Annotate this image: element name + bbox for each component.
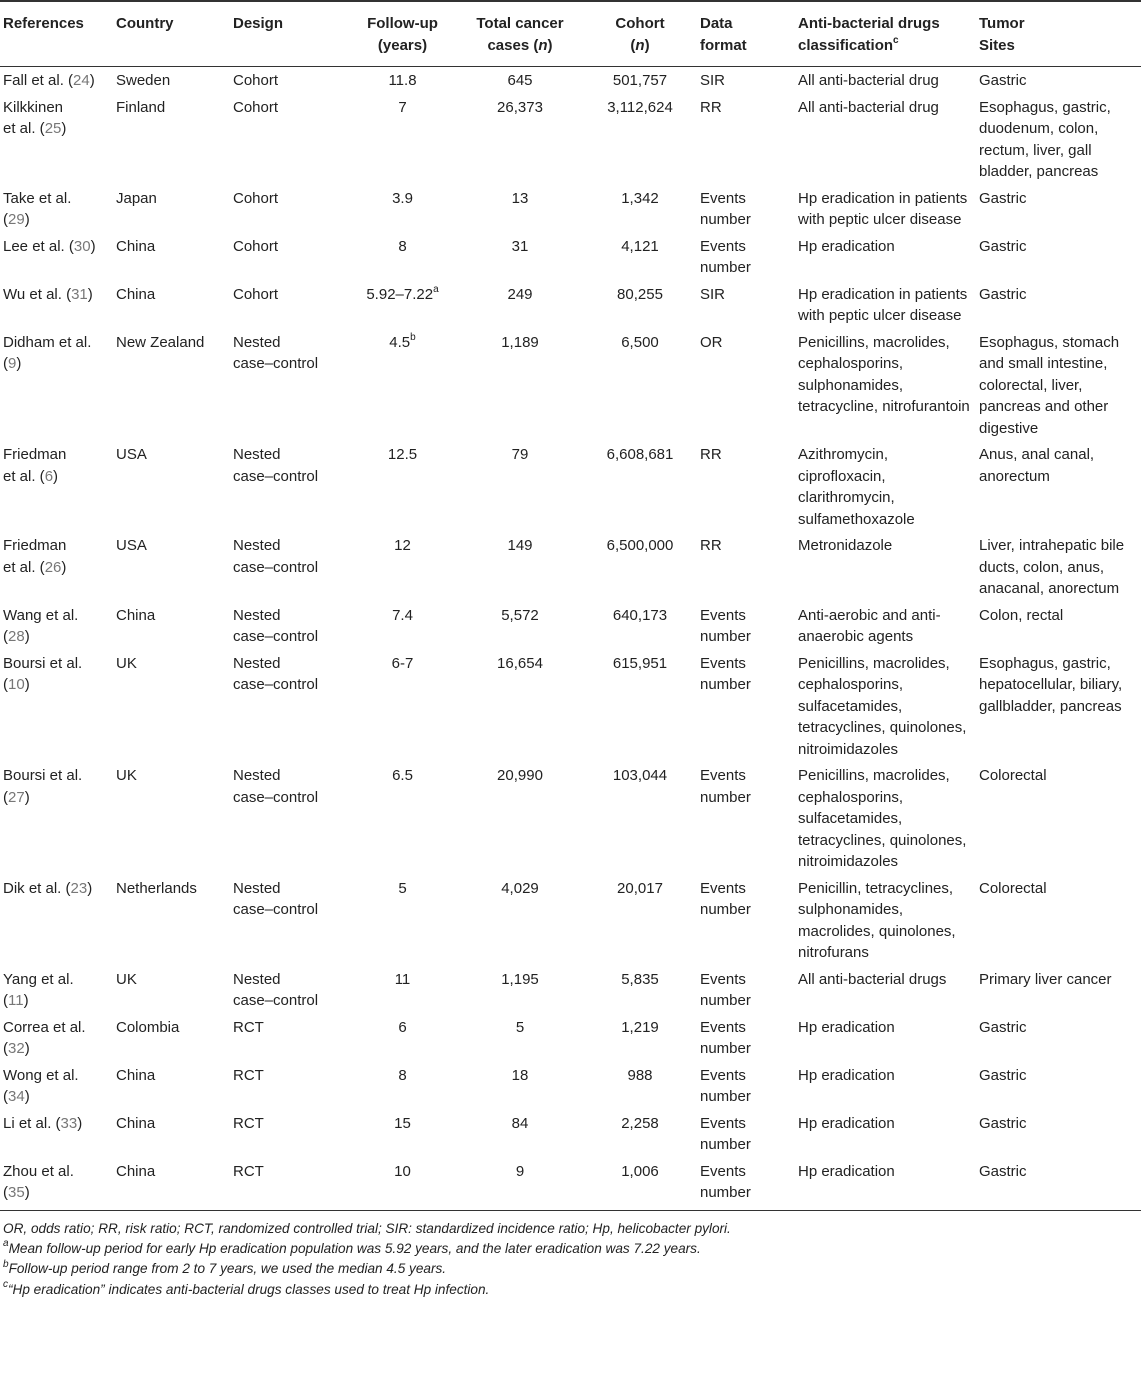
citation-link[interactable]: 27 (8, 788, 25, 806)
cell-cohort: 5,835 (621, 970, 659, 988)
cell-classification: Hp eradication (798, 1018, 895, 1036)
cell-cohort: 3,112,624 (607, 98, 673, 116)
cell-country: UK (116, 654, 137, 672)
cell-country: USA (116, 537, 147, 554)
cell-data-format: SIR (700, 285, 726, 303)
cell-tumor-sites: Esophagus, gastric, duodenum, colon, rectum, liver, gall bladder, pancreas (979, 98, 1111, 180)
cell-follow-up: 5.92–7.22$^a$ (366, 283, 439, 303)
cell-cohort: 20,017 (617, 879, 663, 897)
cell-follow-up: 11.8 (388, 72, 417, 89)
cell-classification: Hp eradication (798, 1114, 895, 1132)
header-cohort: Cohort (n) (615, 15, 665, 54)
cell-cohort: 2,258 (621, 1114, 659, 1132)
cell-reference: Wu et al. (31) (3, 285, 93, 303)
cell-classification: Anti-aerobic and anti-anaerobic agents (798, 606, 941, 645)
cell-reference: Lee et al. (30) (3, 237, 96, 255)
cell-cohort: 640,173 (612, 606, 668, 624)
cell-data-format: Events number (700, 879, 751, 918)
cell-classification: Penicillins, macrolides, cephalosporins, sulphonamides, tetracycline, nitrofurantoin (798, 333, 970, 415)
table-row (0, 602, 1141, 650)
cell-reference: Li et al. (33) (3, 1114, 83, 1132)
cell-reference: Wang et al. (28) (3, 606, 79, 645)
cell-tumor-sites: Gastric (979, 72, 1027, 89)
cell-classification: Hp eradication in patients with peptic ulcer disease (798, 285, 968, 324)
table-row (0, 966, 1141, 1014)
table-row (0, 1062, 1141, 1110)
cell-country: Colombia (116, 1018, 180, 1036)
cell-total-cases: 4,029 (501, 879, 539, 897)
citation-link[interactable]: 29 (8, 211, 25, 228)
citation-link[interactable]: 35 (8, 1184, 25, 1201)
cell-total-cases: 31 (511, 237, 529, 255)
cell-total-cases: 13 (511, 189, 529, 207)
cell-design: Nested case–control (233, 970, 319, 1009)
cell-follow-up: 8 (398, 1066, 407, 1084)
cell-data-format: Events number (700, 606, 751, 645)
cell-tumor-sites: Liver, intrahepatic bile ducts, colon, anus, anacanal, anorectum (979, 537, 1125, 597)
cell-tumor-sites: Gastric (979, 1162, 1027, 1180)
footnote-a: $^a$Mean follow-up period for early Hp eradication population was 5.92 years, and the later eradication was 7.22 years. (3, 1238, 701, 1256)
cell-country: Finland (116, 98, 166, 116)
cell-tumor-sites: Gastric (979, 1114, 1027, 1132)
cell-classification: Metronidazole (798, 537, 893, 554)
cell-follow-up: 12.5 (387, 446, 418, 463)
table-row (0, 650, 1141, 763)
table-row (0, 67, 1141, 94)
header-country: Country (116, 15, 174, 32)
cell-country: Sweden (116, 72, 171, 89)
cell-total-cases: 9 (515, 1162, 525, 1180)
cell-design: RCT (233, 1114, 264, 1132)
cell-data-format: SIR (700, 72, 726, 89)
cell-design: Nested case–control (233, 537, 319, 576)
table-row (0, 233, 1141, 281)
table-row (0, 94, 1141, 185)
citation-link[interactable]: 28 (8, 628, 25, 645)
cell-total-cases: 84 (511, 1114, 529, 1132)
cell-classification: Hp eradication (798, 1162, 895, 1180)
cell-country: New Zealand (116, 333, 205, 351)
cell-total-cases: 645 (507, 72, 533, 89)
citation-link[interactable]: 11 (8, 992, 24, 1009)
citation-link[interactable]: 24 (73, 72, 90, 89)
header-total-cases: Total cancer cases (n) (476, 15, 564, 54)
cell-reference: Wong et al. (34) (3, 1066, 79, 1105)
cell-data-format: RR (700, 446, 722, 463)
cell-total-cases: 79 (511, 446, 529, 463)
cell-follow-up: 6.5 (392, 767, 413, 784)
citation-link[interactable]: 32 (8, 1040, 25, 1057)
cell-total-cases: 16,654 (497, 654, 543, 672)
cell-follow-up: 7.4 (392, 606, 413, 624)
cell-total-cases: 20,990 (497, 767, 543, 784)
cell-follow-up: 11 (394, 970, 411, 988)
cell-cohort: 988 (627, 1066, 653, 1084)
cell-total-cases: 1,189 (501, 333, 539, 351)
cell-reference: Friedman et al. (26) (3, 537, 67, 576)
cell-data-format: Events number (700, 767, 751, 806)
table-row (0, 762, 1141, 875)
footnote-c: $^c$“Hp eradication” indicates anti-bacterial drugs classes used to treat Hp infection. (3, 1279, 490, 1297)
table-body (0, 67, 1141, 1211)
cell-classification: Penicillins, macrolides, cephalosporins, sulfacetamides, tetracyclines, quinolones, nitroimidazoles (798, 654, 967, 758)
header-design: Design (233, 15, 284, 32)
cell-data-format: OR (700, 333, 723, 351)
cell-tumor-sites: Gastric (979, 237, 1027, 255)
cell-reference: Kilkkinen et al. (25) (3, 98, 67, 137)
cell-tumor-sites: Anus, anal canal, anorectum (979, 446, 1095, 485)
footnotes (0, 1219, 1143, 1301)
citation-link[interactable]: 9 (8, 355, 17, 372)
citation-link[interactable]: 25 (44, 120, 62, 137)
citation-link[interactable]: 31 (71, 285, 88, 303)
cell-total-cases: 18 (511, 1066, 529, 1084)
cell-country: China (116, 1162, 156, 1180)
cell-total-cases: 1,195 (501, 970, 539, 988)
cell-design: Nested case–control (233, 606, 319, 645)
cell-design: Nested case–control (233, 879, 319, 918)
cell-data-format: Events number (700, 1018, 751, 1057)
table-row (0, 185, 1141, 233)
cell-total-cases: 5,572 (501, 606, 539, 624)
cell-reference: Yang et al. (11) (3, 970, 74, 1009)
cell-tumor-sites: Esophagus, stomach and small intestine, colorectal, liver, pancreas and other digestive (979, 333, 1120, 437)
cell-country: China (116, 285, 156, 303)
cell-tumor-sites: Colon, rectal (979, 606, 1064, 624)
citation-link[interactable]: 6 (44, 467, 54, 485)
citation-link[interactable]: 30 (73, 237, 91, 255)
cell-cohort: 1,219 (621, 1018, 659, 1036)
header-references: References (3, 15, 84, 32)
cell-data-format: Events number (700, 237, 751, 276)
cell-design: Cohort (233, 237, 279, 255)
cell-tumor-sites: Gastric (979, 1066, 1027, 1084)
cell-reference: Boursi et al. (10) (3, 654, 83, 693)
footnote-b: $^b$Follow-up period range from 2 to 7 years, we used the median 4.5 years. (3, 1258, 447, 1277)
cell-follow-up: 3.9 (392, 189, 413, 207)
cell-design: Cohort (233, 98, 279, 116)
footnote-abbreviations: OR, odds ratio; RR, risk ratio; RCT, randomized controlled trial; SIR: standardized incidence ratio; Hp, helicobacter pylori. (3, 1220, 731, 1236)
cell-design: Nested case–control (233, 333, 319, 372)
cell-classification: All anti-bacterial drug (798, 72, 939, 89)
cell-follow-up: 6 (398, 1018, 407, 1036)
cell-country: UK (116, 970, 137, 988)
cell-design: Nested case–control (233, 767, 319, 806)
cell-reference: Correa et al. (32) (3, 1018, 86, 1057)
cell-classification: Hp eradication (798, 237, 895, 255)
cell-reference: Fall et al. (24) (3, 72, 95, 89)
header-follow-up: Follow-up (years) (367, 15, 438, 54)
cell-design: RCT (233, 1162, 264, 1180)
header-tumor-sites: Tumor Sites (979, 15, 1025, 54)
cell-tumor-sites: Esophagus, gastric, hepatocellular, biliary, gallbladder, pancreas (979, 654, 1123, 715)
table-row (0, 1014, 1141, 1062)
citation-link[interactable]: 23 (70, 879, 88, 897)
cell-cohort: 103,044 (612, 767, 668, 784)
cell-total-cases: 149 (507, 537, 533, 554)
cell-design: Cohort (233, 72, 279, 89)
header-row (0, 1, 1141, 67)
table-row (0, 281, 1141, 329)
table-row (0, 329, 1141, 442)
table-row (0, 1158, 1141, 1211)
table-row (0, 532, 1141, 602)
header-data-format: Data format (700, 15, 747, 54)
table-row (0, 441, 1141, 532)
cell-data-format: Events number (700, 1114, 751, 1153)
cell-country: China (116, 606, 156, 624)
cell-tumor-sites: Gastric (979, 1018, 1027, 1036)
cell-cohort: 80,255 (617, 285, 663, 303)
table-row (0, 875, 1141, 966)
cell-classification: Azithromycin, ciprofloxacin, clarithromycin, sulfamethoxazole (798, 446, 915, 528)
citation-link[interactable]: 33 (60, 1114, 78, 1132)
cell-cohort: 1,006 (621, 1162, 659, 1180)
cell-design: RCT (233, 1066, 264, 1084)
cell-reference: Zhou et al. (35) (3, 1162, 74, 1201)
cell-data-format: RR (700, 98, 722, 116)
cell-tumor-sites: Colorectal (979, 879, 1047, 897)
cell-reference: Boursi et al. (27) (3, 767, 83, 806)
citation-link[interactable]: 26 (44, 558, 62, 576)
cell-follow-up: 5 (398, 879, 407, 897)
cell-country: China (116, 1114, 156, 1132)
cell-country: Japan (116, 189, 157, 207)
cell-total-cases: 26,373 (497, 98, 543, 116)
cell-follow-up: 7 (398, 98, 407, 116)
cell-follow-up: 6-7 (391, 654, 414, 672)
cell-follow-up: 15 (394, 1114, 411, 1132)
cell-design: Nested case–control (233, 446, 319, 485)
cell-tumor-sites: Colorectal (979, 767, 1047, 784)
cell-design: Cohort (233, 285, 279, 303)
cell-cohort: 1,342 (621, 189, 659, 207)
cell-tumor-sites: Gastric (979, 285, 1027, 303)
cell-data-format: Events number (700, 970, 751, 1009)
cell-follow-up: 10 (394, 1162, 411, 1180)
cell-tumor-sites: Primary liver cancer (979, 970, 1112, 988)
cell-country: USA (116, 446, 147, 463)
cell-reference: Didham et al. (9) (3, 333, 92, 372)
cell-cohort: 501,757 (612, 72, 668, 89)
cell-reference: Dik et al. (23) (3, 879, 93, 897)
cell-classification: Hp eradication in patients with peptic ulcer disease (798, 189, 968, 228)
cell-country: UK (116, 767, 137, 784)
cell-total-cases: 249 (507, 285, 533, 303)
cell-cohort: 4,121 (621, 237, 659, 255)
cell-country: Netherlands (116, 879, 197, 897)
cell-data-format: Events number (700, 1066, 751, 1105)
citation-link[interactable]: 34 (8, 1088, 25, 1105)
cell-follow-up: 4.5$^b$ (389, 331, 416, 351)
cell-design: Nested case–control (233, 654, 319, 693)
header-classification: Anti-bacterial drugs classification$^c$ (798, 15, 940, 54)
cell-data-format: RR (700, 537, 722, 554)
cell-reference: Take et al. (29) (3, 189, 72, 228)
cell-total-cases: 5 (515, 1018, 525, 1036)
cell-follow-up: 12 (394, 537, 411, 554)
cell-design: Cohort (233, 189, 279, 207)
cell-country: China (116, 1066, 156, 1084)
cell-classification: All anti-bacterial drug (798, 98, 939, 116)
cell-reference: Friedman et al. (6) (3, 446, 67, 485)
cell-cohort: 615,951 (612, 654, 668, 672)
cell-tumor-sites: Gastric (979, 189, 1027, 207)
cell-follow-up: 8 (398, 237, 407, 255)
citation-link[interactable]: 10 (8, 676, 25, 693)
cell-cohort: 6,608,681 (606, 446, 674, 463)
cell-cohort: 6,500,000 (606, 537, 674, 554)
cell-data-format: Events number (700, 654, 751, 693)
cell-classification: Hp eradication (798, 1066, 895, 1084)
cell-cohort: 6,500 (621, 333, 659, 351)
cell-classification: All anti-bacterial drugs (798, 970, 947, 988)
table-row (0, 1110, 1141, 1158)
cell-classification: Penicillin, tetracyclines, sulphonamides, macrolides, quinolones, nitrofurans (798, 879, 956, 961)
cell-classification: Penicillins, macrolides, cephalosporins, sulfacetamides, tetracyclines, quinolones, nitroimidazoles (798, 767, 967, 870)
cell-design: RCT (233, 1018, 264, 1036)
cell-data-format: Events number (700, 1162, 751, 1201)
cell-data-format: Events number (700, 189, 751, 228)
cell-country: China (116, 237, 156, 255)
